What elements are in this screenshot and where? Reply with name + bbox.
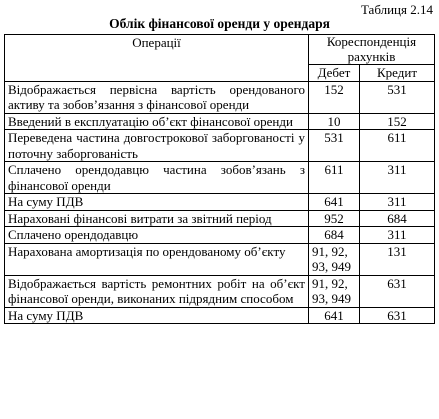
credit-cell: 611	[360, 130, 435, 162]
table-row	[5, 243, 435, 275]
debit-cell: 952	[309, 210, 360, 227]
operation-cell: Відображається вартість ремонтних робіт на об’єкт фінансової оренди, виконаних підрядним способом	[5, 275, 309, 307]
operation-cell: На суму ПДВ	[5, 194, 309, 211]
credit-cell: 311	[360, 194, 435, 211]
table-row	[5, 162, 435, 194]
table-row	[5, 130, 435, 162]
table-row	[5, 194, 435, 211]
table-row	[5, 113, 435, 130]
credit-cell: 531	[360, 81, 435, 113]
table-row	[5, 307, 435, 324]
debit-cell: 611	[309, 162, 360, 194]
credit-cell: 631	[360, 307, 435, 324]
operation-cell: Введений в експлуатацію об’єкт фінансової оренди	[5, 113, 309, 130]
debit-header: Дебет	[309, 65, 360, 82]
operation-cell: Сплачено орендодавцю	[5, 227, 309, 244]
lease-accounting-table	[4, 34, 435, 324]
debit-cell: 10	[309, 113, 360, 130]
operation-cell: Нарахована амортизація по орендованому об’єкту	[5, 243, 309, 275]
credit-header: Кредит	[360, 65, 435, 82]
debit-cell: 91, 92, 93, 949	[309, 275, 360, 307]
table-row	[5, 227, 435, 244]
debit-cell: 91, 92, 93, 949	[309, 243, 360, 275]
correspondence-header: Кореспонденція рахунків	[309, 35, 435, 65]
table-row	[5, 81, 435, 113]
operations-header: Операції	[5, 35, 309, 82]
operation-cell: Переведена частина довгострокової заборгованості у поточну заборгованість	[5, 130, 309, 162]
credit-cell: 311	[360, 227, 435, 244]
table-body	[5, 81, 435, 324]
debit-cell: 641	[309, 307, 360, 324]
credit-cell: 684	[360, 210, 435, 227]
operation-cell: Відображається первісна вартість орендованого активу та зобов’язання з фінансової оренди	[5, 81, 309, 113]
credit-cell: 631	[360, 275, 435, 307]
table-number: Таблиця 2.14	[360, 2, 433, 17]
table-title: Облік фінансової оренди у орендаря	[109, 16, 330, 31]
table-row	[5, 275, 435, 307]
operation-cell: На суму ПДВ	[5, 307, 309, 324]
table-row	[5, 210, 435, 227]
debit-cell: 641	[309, 194, 360, 211]
credit-cell: 152	[360, 113, 435, 130]
debit-cell: 531	[309, 130, 360, 162]
credit-cell: 311	[360, 162, 435, 194]
debit-cell: 684	[309, 227, 360, 244]
operation-cell: Нараховані фінансові витрати за звітний період	[5, 210, 309, 227]
operation-cell: Сплачено орендодавцю частина зобов’язань з фінансової оренди	[5, 162, 309, 194]
debit-cell: 152	[309, 81, 360, 113]
header-row	[5, 35, 435, 65]
table-header	[5, 35, 435, 82]
credit-cell: 131	[360, 243, 435, 275]
